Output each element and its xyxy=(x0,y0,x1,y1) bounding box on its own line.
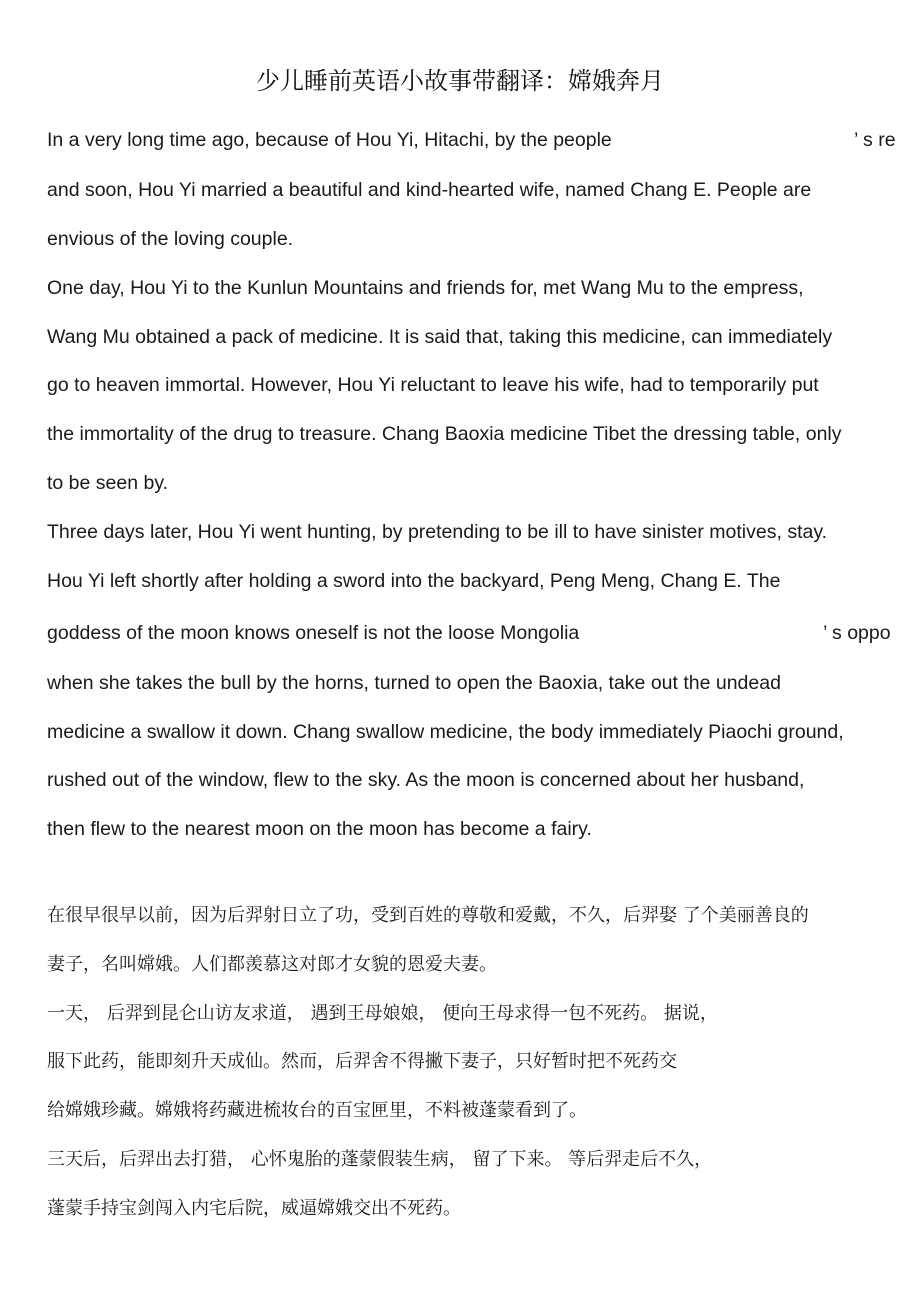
english-line-tail: ’ s re xyxy=(854,129,896,151)
english-line-tail: ’ s oppo xyxy=(823,622,891,644)
english-line-10: Hou Yi left shortly after holding a sword into the backyard, Peng Meng, Chang E. The xyxy=(47,570,781,592)
english-line-12: when she takes the bull by the horns, turned to open the Baoxia, take out the undead xyxy=(47,672,781,694)
chinese-line-7: 蓬蒙手持宝剑闯入内宅后院，威逼嫦娥交出不死药。 xyxy=(47,1198,461,1219)
chinese-line-6: 三天后，后羿出去打猎， 心怀鬼胎的蓬蒙假装生病， 留了下来。 等后羿走后不久， xyxy=(47,1149,713,1170)
chinese-line-4: 服下此药，能即刻升天成仙。然而，后羿舍不得撇下妻子，只好暂时把不死药交 xyxy=(47,1051,677,1072)
english-line-4: One day, Hou Yi to the Kunlun Mountains and friends for, met Wang Mu to the empress, xyxy=(47,277,804,299)
english-line-6: go to heaven immortal. However, Hou Yi reluctant to leave his wife, had to temporarily put xyxy=(47,374,819,396)
english-line-8: to be seen by. xyxy=(47,472,169,494)
english-line-9: Three days later, Hou Yi went hunting, by pretending to be ill to have sinister motives, stay. xyxy=(47,521,828,543)
english-line-3: envious of the loving couple. xyxy=(47,228,294,250)
chinese-line-5: 给嫦娥珍藏。嫦娥将药藏进梳妆台的百宝匣里，不料被蓬蒙看到了。 xyxy=(47,1100,587,1121)
english-line-2: and soon, Hou Yi married a beautiful and kind-hearted wife, named Chang E. People are xyxy=(47,179,812,201)
english-line-7: the immortality of the drug to treasure. Chang Baoxia medicine Tibet the dressing table, only xyxy=(47,423,842,445)
english-line-13: medicine a swallow it down. Chang swallow medicine, the body immediately Piaochi ground, xyxy=(47,721,844,743)
english-line-text: goddess of the moon knows oneself is not the loose Mongolia xyxy=(47,622,580,644)
english-line-text: In a very long time ago, because of Hou Yi, Hitachi, by the people xyxy=(47,129,612,151)
chinese-line-2: 妻子，名叫嫦娥。人们都羡慕这对郎才女貌的恩爱夫妻。 xyxy=(47,954,497,975)
english-line-1 xyxy=(47,127,920,153)
chinese-line-1: 在很早很早以前，因为后羿射日立了功，受到百姓的尊敬和爱戴，不久，后羿娶 了个美丽善良的 xyxy=(47,905,809,926)
chinese-line-3: 一天， 后羿到昆仑山访友求道， 遇到王母娘娘， 便向王母求得一包不死药。 据说， xyxy=(47,1003,718,1024)
english-line-5: Wang Mu obtained a pack of medicine. It is said that, taking this medicine, can immediately xyxy=(47,326,833,348)
english-line-11 xyxy=(47,620,920,646)
english-line-14: rushed out of the window, flew to the sky. As the moon is concerned about her husband, xyxy=(47,769,805,791)
english-line-15: then flew to the nearest moon on the moon has become a fairy. xyxy=(47,818,592,840)
document-title: 少儿睡前英语小故事带翻译：嫦娥奔月 xyxy=(256,67,664,95)
